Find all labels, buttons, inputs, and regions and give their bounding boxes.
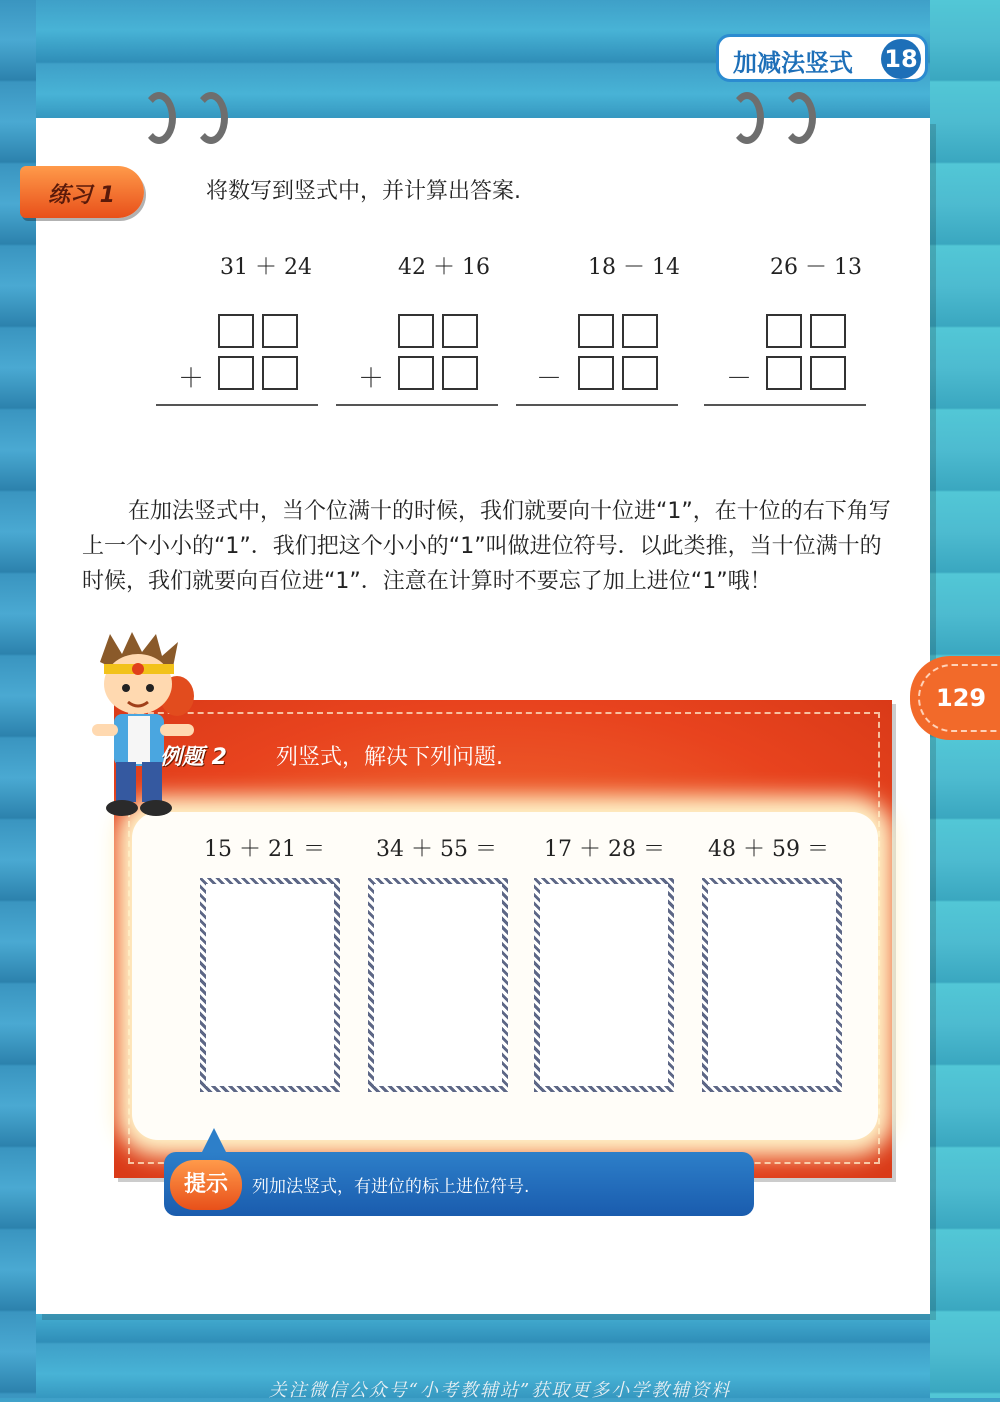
binder-ring-icon bbox=[194, 92, 228, 144]
problem-expression: 18 － 14 bbox=[588, 255, 680, 280]
example-instruction: 列竖式，解决下列问题. bbox=[276, 745, 503, 770]
example-badge: 例题 2 bbox=[160, 745, 227, 770]
digit-box[interactable] bbox=[766, 314, 802, 348]
digit-box[interactable] bbox=[398, 356, 434, 390]
answer-box[interactable] bbox=[702, 878, 842, 1092]
answer-box[interactable] bbox=[534, 878, 674, 1092]
equation-label: 48 ＋ 59 ＝ bbox=[708, 837, 829, 862]
digit-box[interactable] bbox=[622, 314, 658, 348]
page-number: 129 bbox=[936, 684, 987, 712]
digit-box[interactable] bbox=[578, 356, 614, 390]
answer-line bbox=[704, 404, 866, 406]
operator-sign: － bbox=[726, 364, 753, 394]
explanation-text: 在加法竖式中，当个位满十的时候，我们就要向十位进“1”，在十位的右下角写上一个小小的“1”．我们把这个小小的“1”叫做进位符号．以此类推，当十位满十的时候，我们就要向百位进“1”．注意在计算时不要忘了加上进位“1”哦！ bbox=[82, 499, 891, 594]
explanation-paragraph bbox=[82, 494, 898, 599]
digit-box[interactable] bbox=[578, 314, 614, 348]
digit-box[interactable] bbox=[398, 314, 434, 348]
operator-sign: ＋ bbox=[358, 364, 385, 394]
digit-box[interactable] bbox=[442, 314, 478, 348]
equation-label: 15 ＋ 21 ＝ bbox=[204, 837, 325, 862]
operator-sign: － bbox=[536, 364, 563, 394]
footer-text: 关注微信公众号“小考教辅站”获取更多小学教辅资料 bbox=[268, 1380, 732, 1401]
digit-box[interactable] bbox=[218, 314, 254, 348]
binder-ring-icon bbox=[730, 92, 764, 144]
digit-box[interactable] bbox=[810, 314, 846, 348]
answer-box[interactable] bbox=[200, 878, 340, 1092]
digit-box[interactable] bbox=[442, 356, 478, 390]
answer-line bbox=[336, 404, 498, 406]
digit-box[interactable] bbox=[262, 356, 298, 390]
answer-line bbox=[516, 404, 678, 406]
tip-label: 提示 bbox=[170, 1160, 242, 1210]
problem-expression: 26 － 13 bbox=[770, 255, 862, 280]
exercise-badge bbox=[20, 166, 144, 218]
digit-box[interactable] bbox=[766, 356, 802, 390]
answer-line bbox=[156, 404, 318, 406]
binder-ring-icon bbox=[782, 92, 816, 144]
digit-box[interactable] bbox=[262, 314, 298, 348]
digit-box[interactable] bbox=[622, 356, 658, 390]
binder-ring-icon bbox=[142, 92, 176, 144]
digit-box[interactable] bbox=[810, 356, 846, 390]
problem-expression: 42 ＋ 16 bbox=[398, 255, 490, 280]
answer-box[interactable] bbox=[368, 878, 508, 1092]
exercise-instruction: 将数写到竖式中，并计算出答案. bbox=[206, 179, 521, 204]
chapter-tab bbox=[716, 34, 928, 82]
digit-box[interactable] bbox=[218, 356, 254, 390]
problem-expression: 31 ＋ 24 bbox=[220, 255, 312, 280]
chapter-title: 加减法竖式 bbox=[733, 49, 853, 77]
equation-label: 17 ＋ 28 ＝ bbox=[544, 837, 665, 862]
chapter-number: 18 bbox=[881, 39, 921, 79]
tip-text: 列加法竖式，有进位的标上进位符号. bbox=[252, 1177, 530, 1197]
exercise-badge-label: 练习 1 bbox=[48, 183, 115, 208]
operator-sign: ＋ bbox=[178, 364, 205, 394]
equation-label: 34 ＋ 55 ＝ bbox=[376, 837, 497, 862]
boy-mascot-icon bbox=[70, 632, 220, 818]
